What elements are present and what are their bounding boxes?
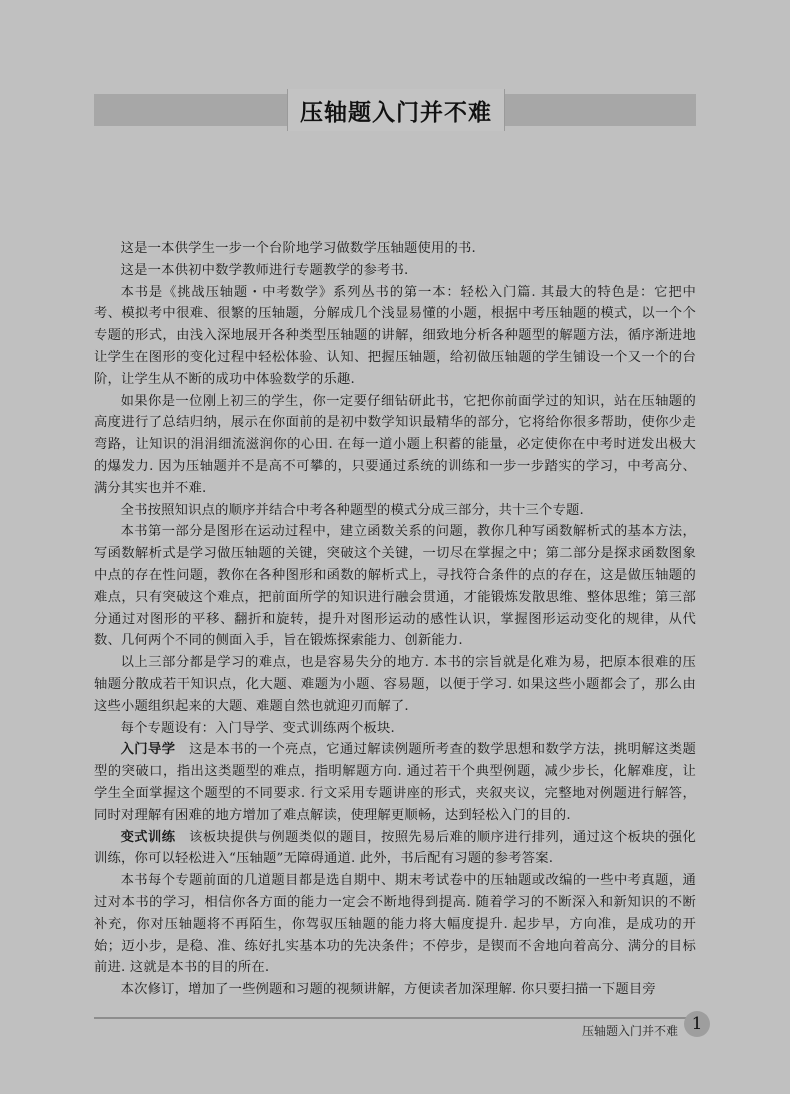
- paragraph: [94, 827, 696, 871]
- paragraph-text: 本书每个专题前面的几道题目都是选自期中、期末考试卷中的压轴题或改编的一些中考真题，通过对本书的学习，相信你各方面的能力一定会不断地得到提高. 随着学习的不断深入和新知识的不断补充，你对压轴题将不再陌生，你驾驭压轴题的能力将大幅度提升. 起步早，方向准，是成功的开始；迈小步，是稳、准、练好扎实基本功的先决条件；不停步，是锲而不舍地向着高分、满分的目标前进. 这就是本书的目的所在.: [94, 873, 696, 976]
- paragraph: [94, 260, 696, 282]
- paragraph: [94, 391, 696, 500]
- section-lead: 变式训练: [120, 829, 176, 845]
- paragraph: [94, 739, 696, 826]
- section-lead: 入门导学: [120, 742, 176, 758]
- title-box: [287, 89, 505, 131]
- paragraph-text: 以上三部分都是学习的难点，也是容易失分的地方. 本书的宗旨就是化难为易，把原本很难的压轴题分散成若干知识点，化大题、难题为小题、容易题，以便于学习. 如果这些小题都会了，那么由这些小题组织起来的大题、难题自然也就迎刃而解了.: [94, 655, 696, 714]
- paragraph: [94, 652, 696, 717]
- body-text: [94, 238, 696, 1001]
- paragraph: [94, 282, 696, 391]
- paragraph: [94, 718, 696, 740]
- paragraph-text: 本次修订，增加了一些例题和习题的视频讲解，方便读者加深理解. 你只要扫描一下题目旁: [120, 982, 656, 998]
- paragraph-text: 这是一本供初中数学教师进行专题教学的参考书.: [120, 262, 409, 278]
- footer-rule: [94, 1017, 696, 1019]
- paragraph-text: 这是本书的一个亮点，它通过解读例题所考查的数学思想和数学方法，挑明解这类题型的突破口，指出这类题型的难点，指明解题方向. 通过若干个典型例题，减少步长，化解难度，让学生全面掌握这个题型的不同要求. 行文采用专题讲座的形式，夹叙夹议，完整地对例题进行解答，同时对理解有困难的地方增加了难点解读，使理解更顺畅，达到轻松入门的目的.: [94, 742, 696, 823]
- paragraph-text: 如果你是一位刚上初三的学生，你一定要仔细钻研此书，它把你前面学过的知识，站在压轴题的高度进行了总结归纳，展示在你面前的是初中数学知识最精华的部分，它将给你很多帮助，使你少走弯路，让知识的涓涓细流滋润你的心田. 在每一道小题上积蓄的能量，必定使你在中考时迸发出极大的爆发力. 因为压轴题并不是高不可攀的，只要通过系统的训练和一步一步踏实的学习，中考高分、满分其实也并不难.: [94, 393, 696, 496]
- chapter-title: 压轴题入门并不难: [300, 99, 492, 126]
- paragraph-text: 本书第一部分是图形在运动过程中，建立函数关系的问题，教你几种写函数解析式的基本方法，写函数解析式是学习做压轴题的关键，突破这个关键，一切尽在掌握之中；第二部分是探求函数图象中点的存在性问题，教你在各种图形和函数的解析式上，寻找符合条件的点的存在，这是做压轴题的难点，只有突破这个难点，把前面所学的知识进行融会贯通，才能锻炼发散思维、整体思维；第三部分通过对图形的平移、翻折和旋转，提升对图形运动的感性认识，掌握图形运动变化的规律，从代数、几何两个不同的侧面入手，旨在锻炼探索能力、创新能力.: [94, 524, 696, 649]
- paragraph: [94, 521, 696, 652]
- paragraph-text: 该板块提供与例题类似的题目，按照先易后难的顺序进行排列，通过这个板块的强化训练，你可以轻松进入“压轴题”无障碍通道. 此外，书后配有习题的参考答案.: [94, 829, 696, 867]
- paragraph-text: 每个专题设有：入门导学、变式训练两个板块.: [120, 720, 395, 736]
- paragraph: [94, 500, 696, 522]
- paragraph-text: 全书按照知识点的顺序并结合中考各种题型的模式分成三部分，共十三个专题.: [120, 502, 584, 518]
- page-number: 1: [684, 1011, 710, 1037]
- paragraph: [94, 979, 696, 1001]
- paragraph-text: 本书是《挑战压轴题・中考数学》系列丛书的第一本：轻松入门篇. 其最大的特色是：它把中考、模拟考中很难、很繁的压轴题，分解成几个浅显易懂的小题，根据中考压轴题的模式，以一个个专题的形式，由浅入深地展开各种类型压轴题的讲解，细致地分析各种题型的解题方法，循序渐进地让学生在图形的变化过程中轻松体验、认知、把握压轴题，给初做压轴题的学生铺设一个又一个的台阶，让学生从不断的成功中体验数学的乐趣.: [94, 284, 696, 387]
- running-head: 压轴题入门并不难: [581, 1024, 678, 1038]
- paragraph-text: 这是一本供学生一步一个台阶地学习做数学压轴题使用的书.: [120, 241, 476, 256]
- paragraph: [94, 238, 696, 260]
- paragraph: [94, 870, 696, 979]
